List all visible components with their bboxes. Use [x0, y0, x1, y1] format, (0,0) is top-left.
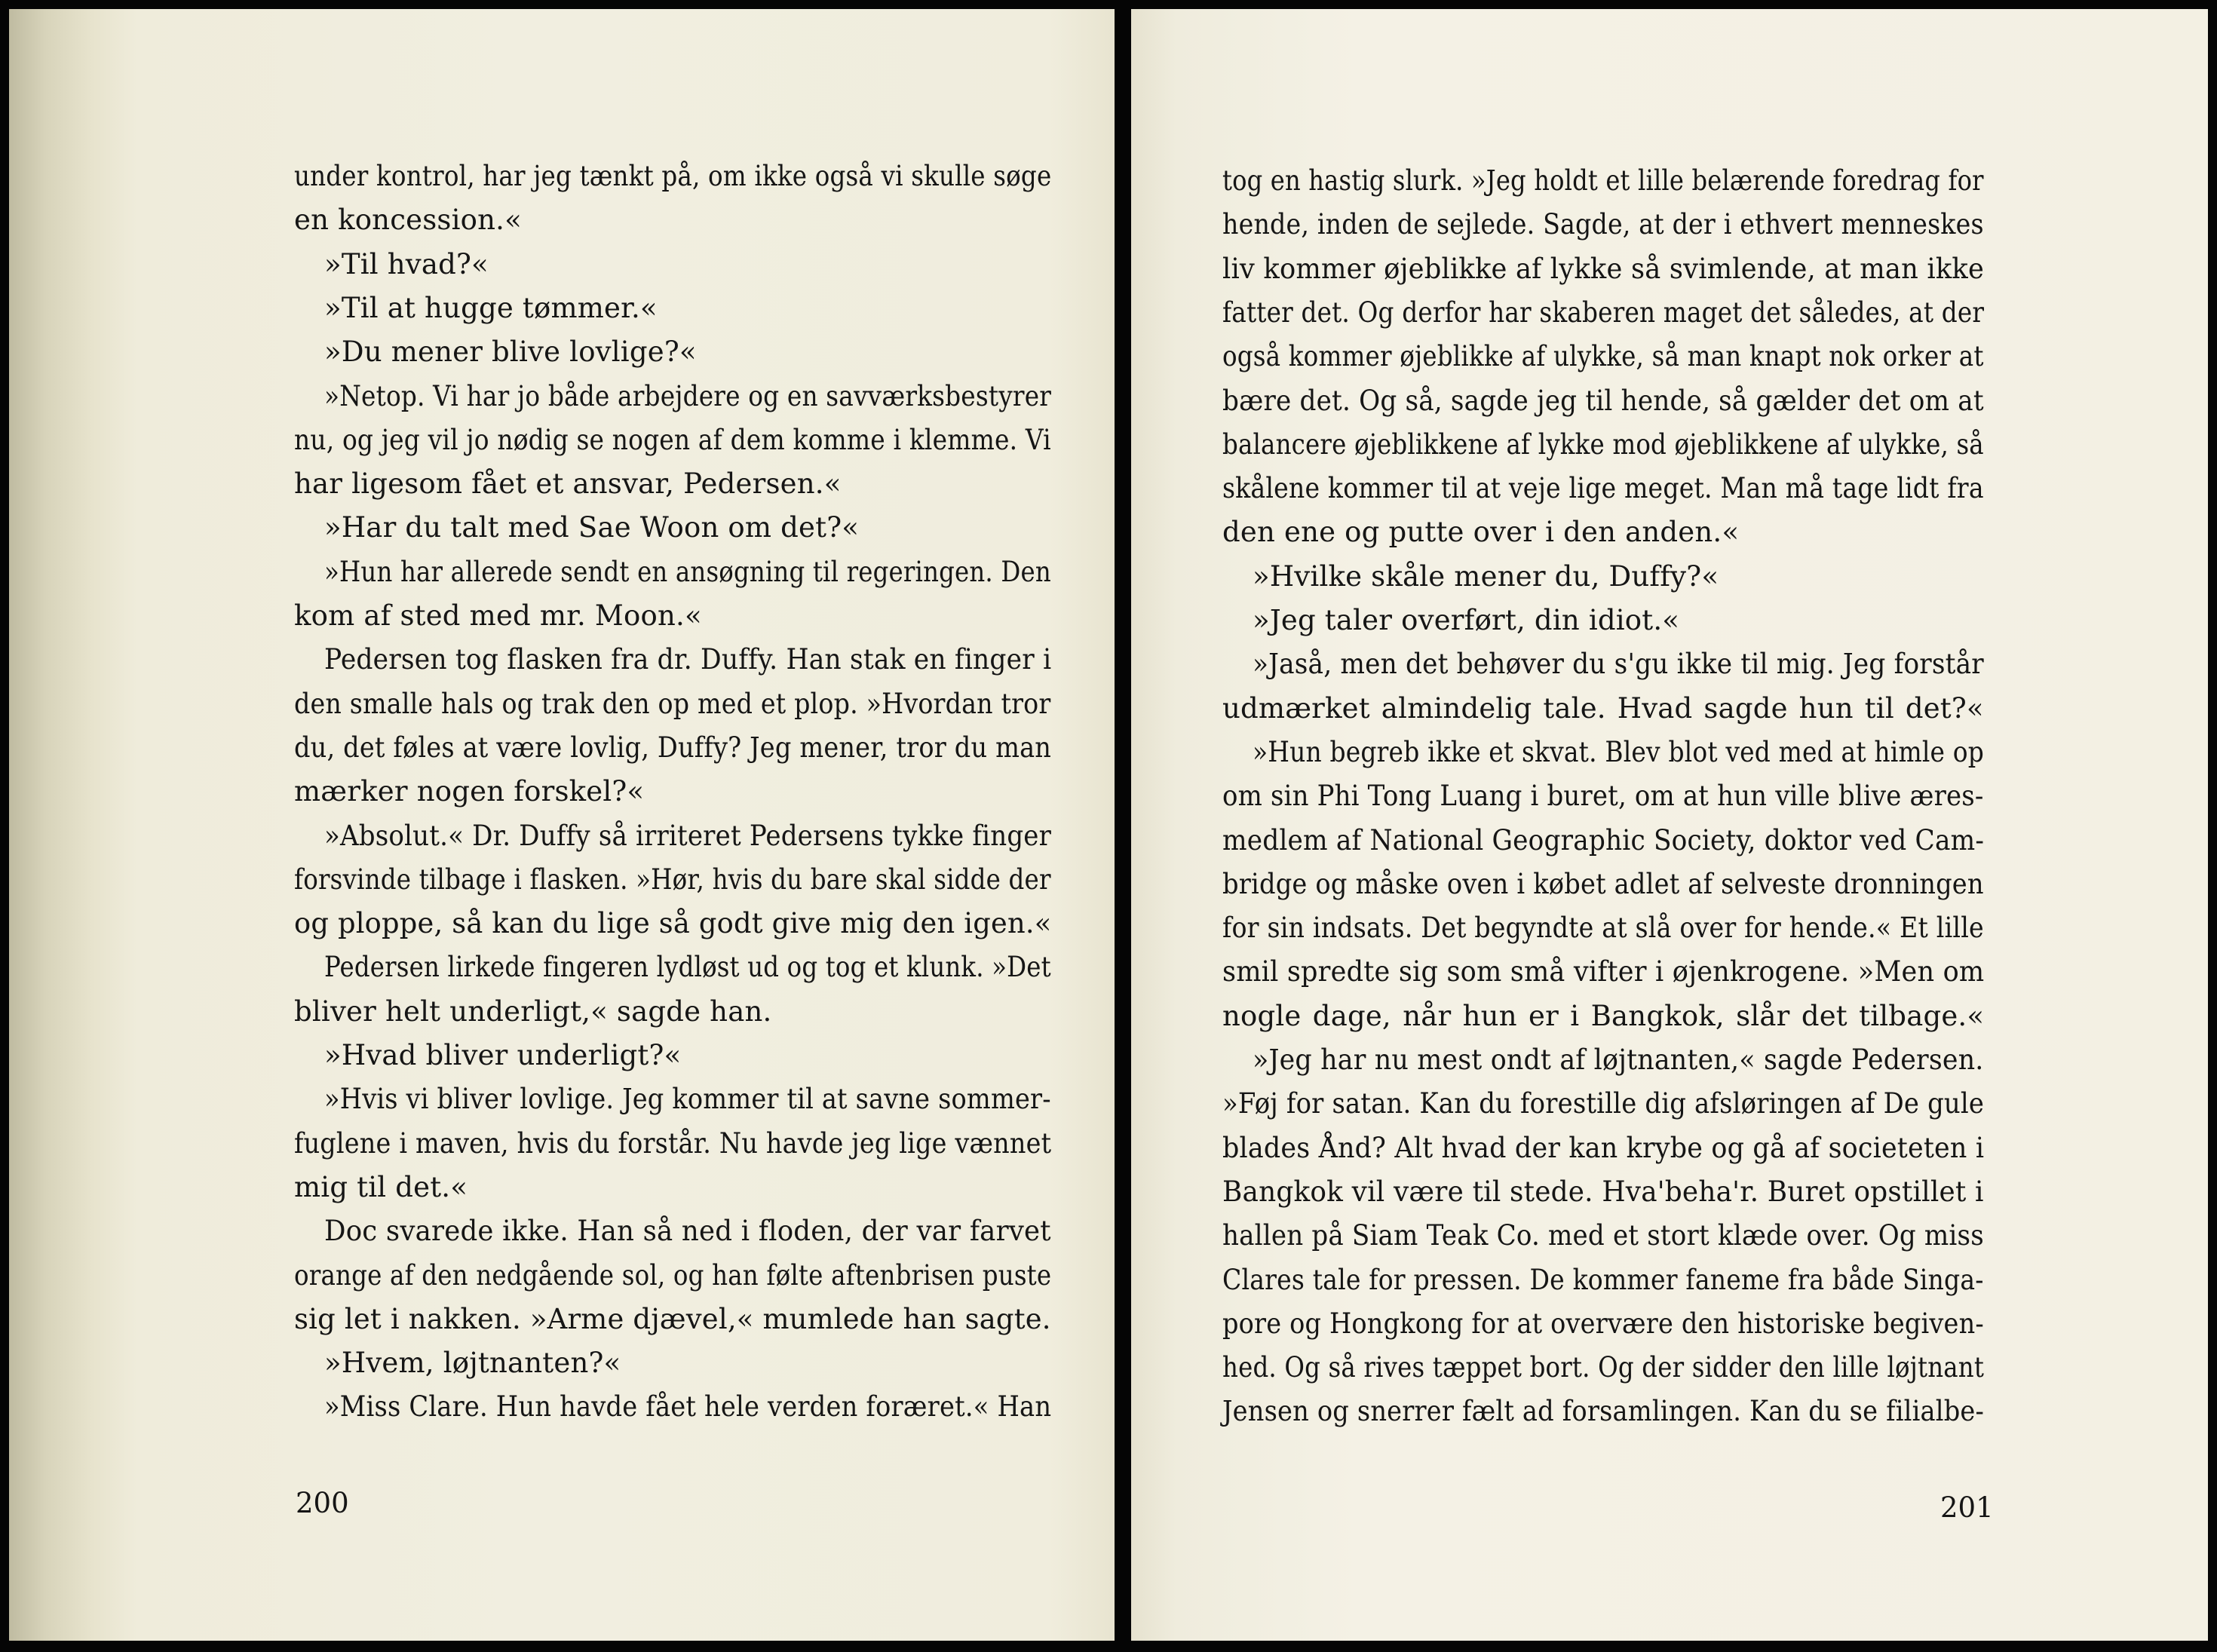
text-line: om sin Phi Tong Luang i buret, om at hun ville blive æres- — [1222, 780, 1984, 813]
text-line: blades Ånd? Alt hvad der kan krybe og gå af societeten i — [1222, 1131, 1985, 1164]
text-line: orange af den nedgående sol, og han følte aftenbrisen puste — [294, 1258, 1052, 1292]
text-line: hende, inden de sejlede. Sagde, at der i ethvert menneskes — [1222, 208, 1984, 241]
text-line: »Netop. Vi har jo både arbejdere og en savværksbestyrer — [324, 379, 1052, 412]
text-line: nogle dage, når hun er i Bangkok, slår det tilbage.« — [1222, 999, 1985, 1032]
text-line: »Til at hugge tømmer.« — [324, 291, 658, 324]
text-line: medlem af National Geographic Society, doktor ved Cam- — [1222, 823, 1985, 857]
text-line: Clares tale for pressen. De kommer faneme fra både Singa- — [1222, 1263, 1984, 1296]
text-line: tog en hastig slurk. »Jeg holdt et lille belærende foredrag for — [1222, 164, 1984, 197]
text-line: »Til hvad?« — [324, 247, 489, 280]
text-line: »Hvilke skåle mener du, Duffy?« — [1253, 559, 1719, 593]
text-line: Bangkok vil være til stede. Hva'beha'r. Buret opstillet i — [1222, 1175, 1984, 1208]
text-line: bridge og måske oven i købet adlet af selveste dronningen — [1222, 867, 1984, 900]
text-line: smil spredte sig som små vifter i øjenkrogene. »Men om — [1222, 955, 1985, 988]
text-line: bære det. Og så, sagde jeg til hende, så gælder det om at — [1222, 384, 1984, 417]
text-line: kom af sted med mr. Moon.« — [294, 599, 702, 632]
text-line: »Hun begreb ikke et skvat. Blev blot ved med at himle op — [1253, 735, 1985, 768]
text-line: forsvinde tilbage i flasken. »Hør, hvis du bare skal sidde der — [294, 863, 1051, 896]
text-line: under kontrol, har jeg tænkt på, om ikke også vi skulle søge — [294, 160, 1052, 192]
text-line: den ene og putte over i den anden.« — [1222, 516, 1740, 549]
text-line: den smalle hals og trak den op med et plop. »Hvordan tror — [294, 687, 1051, 720]
text-line: »Hvem, løjtnanten?« — [324, 1347, 621, 1380]
text-line: »Jeg har nu mest ondt af løjtnanten,« sagde Pedersen. — [1253, 1044, 1984, 1076]
text-line: udmærket almindelig tale. Hvad sagde hun til det?« — [1222, 691, 1984, 725]
text-line: fatter det. Og derfor har skaberen maget det således, at der — [1222, 296, 1985, 329]
left-page — [9, 9, 1115, 1641]
text-line: liv kommer øjeblikke af lykke så svimlende, at man ikke — [1222, 252, 1985, 285]
text-line: »Hvis vi bliver lovlige. Jeg kommer til at savne sommer- — [324, 1083, 1051, 1116]
text-line: hed. Og så rives tæppet bort. Og der sidder den lille løjtnant — [1222, 1351, 1985, 1384]
text-line: du, det føles at være lovlig, Duffy? Jeg mener, tror du man — [294, 731, 1052, 764]
text-line: balancere øjeblikkene af lykke mod øjeblikkene af ulykke, så — [1222, 428, 1984, 461]
text-line: nu, og jeg vil jo nødig se nogen af dem komme i klemme. Vi — [294, 423, 1051, 456]
text-line: pore og Hongkong for at overvære den historiske begiven- — [1222, 1307, 1984, 1340]
left-page-number: 200 — [296, 1487, 349, 1519]
text-line: »Føj for satan. Kan du forestille dig afsløringen af De gule — [1222, 1087, 1985, 1120]
text-line: Doc svarede ikke. Han så ned i floden, der var farvet — [324, 1215, 1051, 1248]
text-line: »Hun har allerede sendt en ansøgning til regeringen. Den — [324, 555, 1051, 588]
text-line: »Miss Clare. Hun havde fået hele verden foræret.« Han — [324, 1390, 1052, 1424]
text-line: en koncession.« — [294, 204, 522, 237]
text-line: bliver helt underligt,« sagde han. — [294, 995, 772, 1028]
text-line: »Du mener blive lovlige?« — [324, 336, 697, 369]
text-line: »Absolut.« Dr. Duffy så irriteret Pedersens tykke finger — [324, 819, 1052, 852]
text-line: skålene kommer til at veje lige meget. Man må tage lidt fra — [1222, 472, 1984, 505]
text-line: har ligesom fået et ansvar, Pedersen.« — [294, 467, 842, 501]
right-page — [1131, 9, 2208, 1641]
text-line: »Har du talt med Sae Woon om det?« — [324, 511, 860, 544]
text-line: hallen på Siam Teak Co. med et stort klæde over. Og miss — [1222, 1219, 1984, 1252]
text-line: Pedersen tog flasken fra dr. Duffy. Han stak en finger i — [324, 643, 1052, 676]
text-line: Jensen og snerrer fælt ad forsamlingen. Kan du se filialbe- — [1222, 1395, 1985, 1428]
text-line: og ploppe, så kan du lige så godt give mig den igen.« — [294, 907, 1052, 940]
text-line: fuglene i maven, hvis du forstår. Nu havde jeg lige vænnet — [294, 1126, 1052, 1160]
text-line: for sin indsats. Det begyndte at slå over for hende.« Et lille — [1222, 912, 1984, 945]
text-line: »Hvad bliver underligt?« — [324, 1039, 682, 1071]
right-page-number: 201 — [1940, 1491, 1994, 1524]
text-line: »Jeg taler overført, din idiot.« — [1253, 604, 1680, 636]
text-line: »Jaså, men det behøver du s'gu ikke til mig. Jeg forstår — [1253, 648, 1984, 681]
text-line: mig til det.« — [294, 1170, 468, 1203]
text-line: mærker nogen forskel?« — [294, 775, 645, 808]
text-line: sig let i nakken. »Arme djævel,« mumlede han sagte. — [294, 1302, 1051, 1335]
text-line: Pedersen lirkede fingeren lydløst ud og tog et klunk. »Det — [324, 951, 1051, 984]
text-line: også kommer øjeblikke af ulykke, så man knapt nok orker at — [1222, 340, 1984, 373]
right-page-text — [1131, 9, 2208, 1641]
left-page-text — [9, 9, 1115, 1641]
